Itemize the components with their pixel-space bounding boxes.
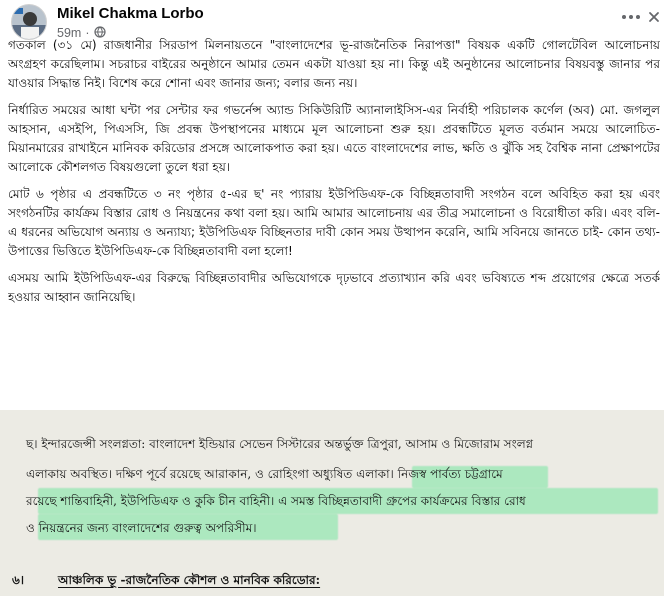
post-paragraph: এসময় আমি ইউপিডিএফ-এর বিরুদ্ধে বিচ্ছিন্নতাবাদীর অভিযোগকে দৃঢ়ভাবে প্রত্যাখ্যান করি এবং ভবিষ্যতে শব্দ প্রয়োগের ক্ষেত্রে সতর্ক হওয়ার আহ্বান জানিয়েছি। — [8, 271, 660, 304]
more-dot-icon — [622, 15, 626, 19]
document-photo[interactable] — [0, 410, 664, 596]
post-paragraph: নির্ধারিত সময়ের আধা ঘন্টা পর সেন্টার ফর গভর্নেন্স অ্যান্ড সিকিউরিটি অ্যানালাইসিস-এর নির্বাহী পরিচালক কর্ণেল (অব) মো. জগলুল আহসান, এসইপি, পিএসসি, জি প্রবন্ধ উপস্থাপনের মাধ্যমে মূল আলোচনা শুরু হয়। প্রবন্ধটিতে মূলত বর্তমান সময়ে আলোচিত- মিয়ানমারের রাখাইনে মানিবক করিডোর প্রসঙ্গে আলোকপাত করা হয়। এতে বাংলাদেশের লাভ, ক্ষতি ও ঝুঁকি সহ বৈশ্বিক নানা প্রেক্ষাপটের আলোকে কৌশলগত বিষয়গুলো তুলে ধরা হয়। — [8, 103, 660, 174]
document-line: ছ। ইন্দারজেন্সী সংলগ্নতা: বাংলাদেশ ইন্ডিয়ার সেভেন সিস্টারের অন্তর্ভুক্ত ত্রিপুরা, আসাম ও মিজোরাম সংলগ্ন — [26, 437, 533, 451]
more-dot-icon — [629, 15, 633, 19]
post-text — [8, 36, 660, 408]
document-section-heading: আঞ্চলিক ভূ -রাজনৈতিক কৌশল ও মানবিক করিডোর: — [58, 573, 321, 587]
document-line: রয়েছে শান্তিবাহিনী, ইউপিডিএফ ও কুকি চীন বাহিনী। এ সমস্ত বিচ্ছিন্নতাবাদী গ্রুপের কার্যক্রমের বিস্তার রোধ — [26, 494, 526, 508]
meta-separator: · — [85, 26, 90, 40]
post-paragraph: গতকাল (৩১ মে) রাজধানীর সিরডাপ মিলনায়তনে "বাংলাদেশের ভূ-রাজনৈতিক নিরাপত্তা" বিষয়ক একটি গোলটেবিল আলোচনায় অংগ্রহণ করেছিলাম। সচরাচর বাইরের অনুষ্ঠানে আমার তেমন একটা যাওয়া হয় না। কিন্তু এই অনুষ্ঠানের আলোচনার বিষয়বস্তু জানার পর যাওয়ার সিদ্ধান্ত নিই। বিশেষ করে শোনা এবং জানার জন্য; বলার জন্য নয়। — [8, 38, 660, 90]
post-paragraph: মোট ৬ পৃষ্ঠার এ প্রবন্ধটিতে ৩ নং পৃষ্ঠার ৫-এর ছ' নং প্যারায় ইউপিডিএফ-কে বিচ্ছিন্নতাবাদী সংগঠন বলে অবিহিত করা হয় এবং সংগঠনটির কার্যক্রম বিস্তার রোধ ও নিয়ন্ত্রনের কথা বলা হয়। আমি আমার আলোচনায় এর তীব্র সমালোচনা ও বিরোধীতা করি। এবং বলি- এ ধরনের অভিযোগ অন্যায় ও অন্যায্য; ইউপিডিএফ বিচ্ছিনতার দাবী কোন সময় উত্থাপন করেনি, আমি সবিনয়ে জানতে চাই- কোন তথ্য-উপাত্তের ভিত্তিতে ইউপিডিএফ-কে বিচ্ছিন্নতাবাদী বলা হলো! — [8, 187, 660, 258]
avatar-image — [12, 5, 47, 40]
more-options-button[interactable] — [616, 6, 646, 28]
post-time[interactable]: 59m — [57, 26, 82, 40]
author-name[interactable]: Mikel Chakma Lorbo — [57, 5, 204, 22]
document-section-number: ৬। — [12, 573, 25, 587]
more-dot-icon — [636, 15, 640, 19]
close-icon — [648, 11, 660, 23]
document-line: ও নিয়ন্ত্রনের জন্য বাংলাদেশের গুরুত্ব অপরিসীম। — [26, 521, 257, 535]
close-button[interactable] — [644, 5, 664, 29]
author-avatar[interactable] — [11, 4, 47, 40]
document-line: এলাকায় অবস্থিত। দক্ষিণ পূর্বে রয়েছে আরাকান, ও রোহিংগা অধ্যুষিত এলাকা। নিজস্ব পার্বত্য চট্টগ্রামে — [26, 467, 503, 481]
